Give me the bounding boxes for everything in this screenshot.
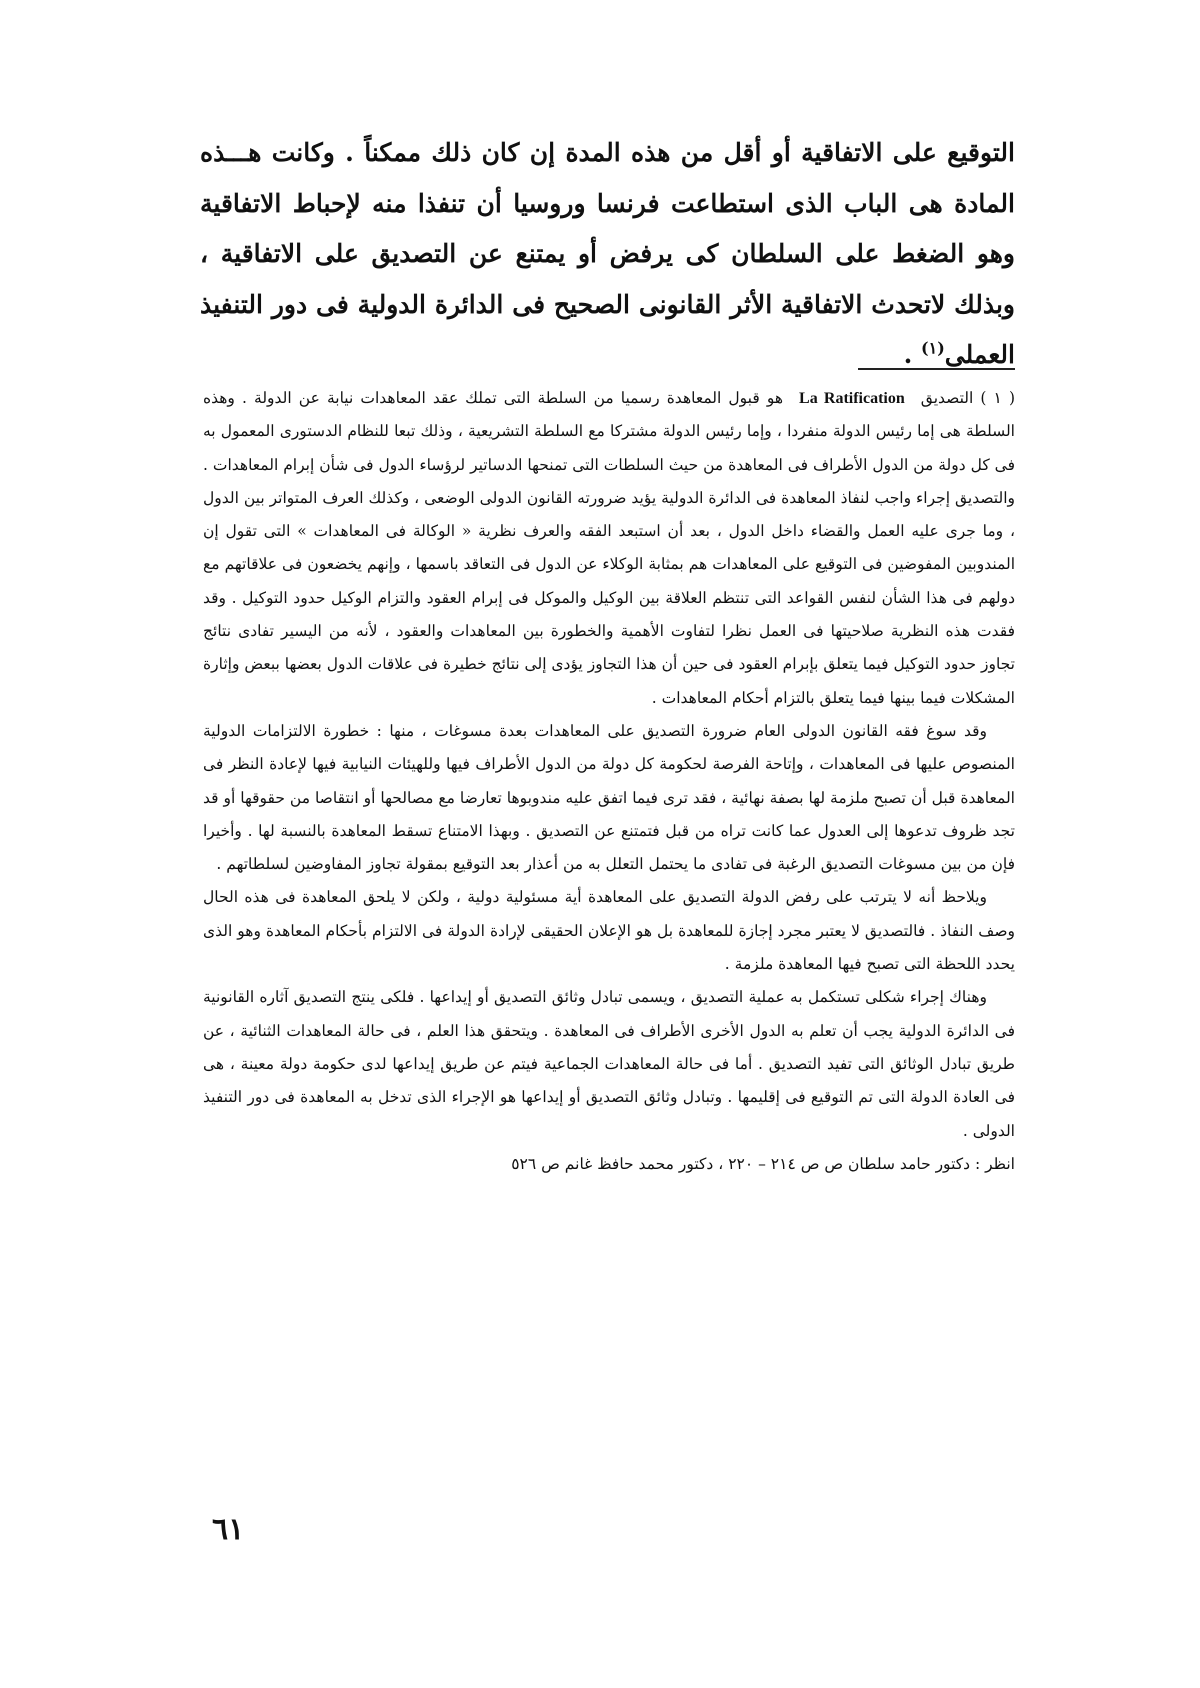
footnote-separator [858,368,1015,370]
footnote-paragraph: ويلاحظ أنه لا يترتب على رفض الدولة التصديق على المعاهدة أية مسئولية دولية ، ولكن لا يلحق المعاهدة فى هذه الحال وصف النفاذ . فالتصديق لا يعتبر مجرد إجازة للمعاهدة بل هو الإعلان الحقيقى لإرادة الدولة فى الالتزام بأحكام المعاهدة وهو الذى يحدد اللحظة التى تصبح فيها المعاهدة ملزمة . [203,888,1015,974]
page-number: ٦١ [212,1512,245,1547]
footnote-reference: انظر : دكتور حامد سلطان ص ص ٢١٤ – ٢٢٠ ، دكتور محمد حافظ غانم ص ٥٢٦ [511,1154,1015,1173]
footnote-block [203,382,1015,1181]
main-paragraph-text: التوقيع على الاتفاقية أو أقل من هذه المدة إن كان ذلك ممكناً . وكانت هـــذه المادة هى الباب الذى استطاعت فرنسا وروسيا أن تنفذا منه لإحباط الاتفاقية وهو الضغط على السلطان كى يرفض أو يمتنع عن التصديق على الاتفاقية ، وبذلك لاتحدث الاتفاقية الأثر القانونى الصحيح فى الدائرة الدولية فى دور التنفيذ العملى [200,138,1015,369]
main-paragraph-end: . [903,340,922,369]
footnote-paragraph: وهناك إجراء شكلى تستكمل به عملية التصديق ، ويسمى تبادل وثائق التصديق أو إيداعها . فلكى ينتج التصديق آثاره القانونية فى الدائرة الدولية يجب أن تعلم به الدول الأخرى الأطراف فى المعاهدة . ويتحقق هذا العلم ، فى حالة المعاهدات الثنائية ، عن طريق تبادل الوثائق التى تفيد التصديق . أما فى حالة المعاهدات الجماعية فيتم عن طريق إيداعها لدى حكومة دولة معينة ، هى فى العادة الدولة التى تم التوقيع فى إقليمها . وتبادل وثائق التصديق أو إيداعها هو الإجراء الذى تدخل به المعاهدة فى دور التنفيذ الدولى . [203,988,1015,1140]
footnote-reference-mark: (١) [921,338,945,358]
footnote-number-and-term: ( ١ ) التصديق [920,389,1015,407]
footnote-first-text: هو قبول المعاهدة رسميا من السلطة التى تملك عقد المعاهدات نيابة عن الدولة . وهذه السلطة هى إما رئيس الدولة منفردا ، وإما رئيس الدولة مشتركا مع السلطة التشريعية ، وذلك تبعا للنظام الدستورى المعمول به فى كل دولة من الدول الأطراف فى المعاهدة من حيث السلطات التى تمنحها الدساتير لرؤساء الدول فى شأن إبرام المعاهدات . والتصديق إجراء واجب لنفاذ المعاهدة فى الدائرة الدولية يؤيد ضرورته القانون الدولى الوضعى ، وكذلك العرف المتواتر بين الدول ، وما جرى عليه العمل والقضاء داخل الدول ، بعد أن استبعد الفقه والعرف نظرية « الوكالة فى المعاهدات » التى تقول إن المندوبين المفوضين فى التوقيع على المعاهدات هم بمثابة الوكلاء عن الدول فى التعاقد باسمها ، وإنهم يخضعون فى علاقاتهم مع دولهم فى هذا الشأن لنفس القواعد التى تنتظم العلاقة بين الوكيل والموكل فى إبرام العقود والتزام الوكيل حدود التوكيل . وقد فقدت هذه النظرية صلاحيتها فى العمل نظرا لتفاوت الأهمية والخطورة بين المعاهدات والعقود ، لأنه من اليسير تفادى نتائج تجاوز حدود التوكيل فيما يتعلق بإبرام العقود فى حين أن هذا التجاوز يؤدى إلى نتائج خطيرة فى علاقات الدول بعضها ببعض وإثارة المشكلات فيما بينها فيما يتعلق بالتزام أحكام المعاهدات . [203,389,1015,707]
footnote-paragraph: وقد سوغ فقه القانون الدولى العام ضرورة التصديق على المعاهدات بعدة مسوغات ، منها : خطورة الالتزامات الدولية المنصوص عليها فى المعاهدات ، وإتاحة الفرصة لحكومة كل دولة من الدول الأطراف فيها وللهيئات النيابية فيها لإعادة النظر فى المعاهدة قبل أن تصبح ملزمة لها بصفة نهائية ، فقد ترى فيما اتفق عليه مندوبوها تعارضا مع مصالحها أو انتقاصا من حقوقها أو قد تجد ظروف تدعوها إلى العدول عما كانت تراه من قبل فتمتنع عن التصديق . وبهذا الامتناع تسقط المعاهدة بالنسبة لها . وأخيرا فإن من بين مسوغات التصديق الرغبة فى تفادى ما يحتمل التعلل به من أعذار بعد التوقيع بمقولة تجاوز المفاوضين لسلطاتهم . [203,721,1015,874]
footnote-latin-term: La Ratification [799,390,905,407]
footnote-first-paragraph [203,382,1015,715]
main-paragraph [200,128,1015,381]
